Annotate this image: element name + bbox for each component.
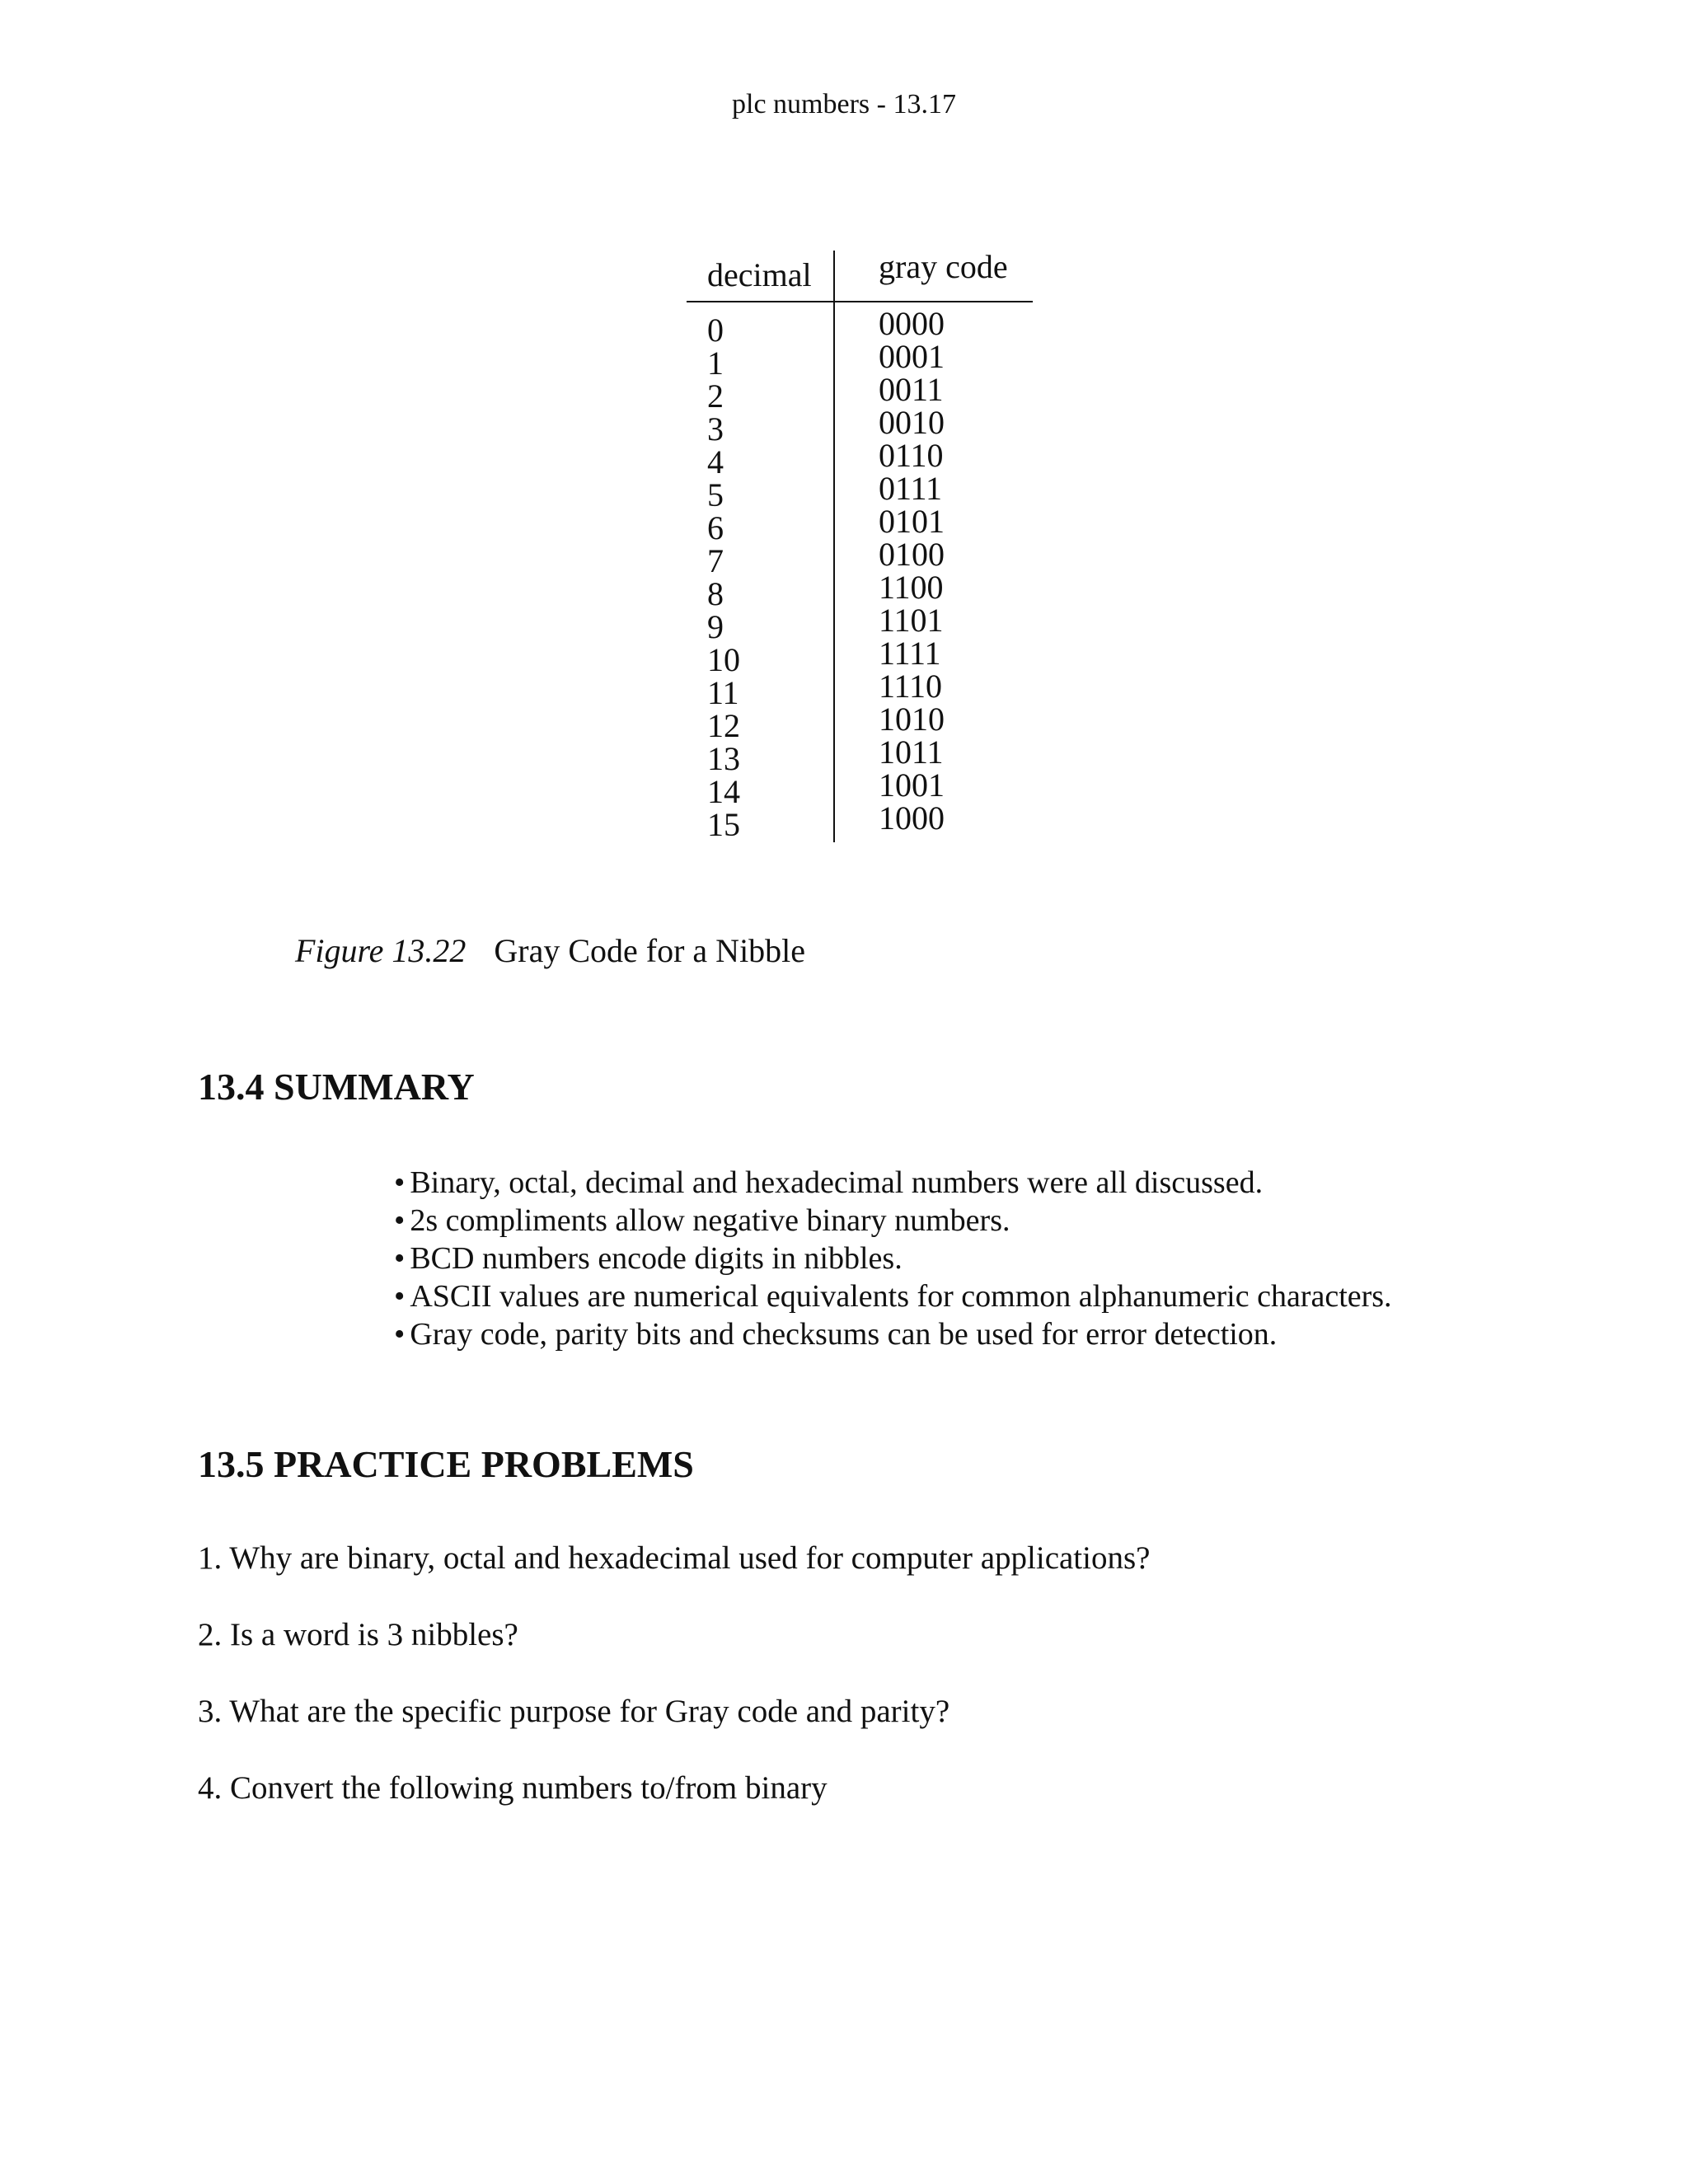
decimal-cell: 3 [707, 410, 724, 448]
bullet-icon: • [394, 1279, 406, 1314]
summary-item-text: ASCII values are numerical equivalents for common alphanumeric characters. [410, 1279, 1392, 1314]
figure-title: Gray Code for a Nibble [494, 932, 806, 969]
decimal-cell: 5 [707, 476, 724, 513]
decimal-column [707, 314, 740, 841]
header-divider [687, 301, 1033, 302]
summary-list [394, 1164, 1392, 1353]
decimal-cell: 11 [707, 674, 739, 711]
decimal-cell: 15 [707, 806, 740, 843]
gray-code-cell: 1011 [879, 733, 944, 771]
decimal-cell: 9 [707, 608, 724, 645]
decimal-cell: 12 [707, 707, 740, 744]
decimal-cell: 13 [707, 740, 740, 777]
decimal-cell: 14 [707, 773, 740, 810]
gray-code-cell: 1101 [879, 602, 944, 639]
summary-item-text: BCD numbers encode digits in nibbles. [410, 1241, 903, 1276]
gray-code-cell: 0101 [879, 503, 945, 540]
gray-code-column [879, 307, 945, 835]
summary-item-text: 2s compliments allow negative binary numbers. [410, 1203, 1010, 1238]
column-divider [833, 251, 835, 842]
summary-item-text: Gray code, parity bits and checksums can be used for error detection. [410, 1317, 1278, 1352]
summary-heading: 13.4 SUMMARY [198, 1066, 475, 1108]
practice-problem: 3. What are the specific purpose for Gray code and parity? [198, 1694, 950, 1729]
figure-number: Figure 13.22 [295, 932, 467, 969]
gray-code-cell: 1111 [879, 635, 941, 672]
column-header-decimal: decimal [707, 256, 812, 293]
figure-caption [295, 931, 805, 970]
practice-problems-heading: 13.5 PRACTICE PROBLEMS [198, 1443, 694, 1485]
decimal-cell: 0 [707, 312, 724, 349]
gray-code-cell: 1000 [879, 799, 945, 837]
summary-item [394, 1164, 1392, 1202]
gray-code-cell: 0001 [879, 338, 945, 375]
gray-code-cell: 1110 [879, 668, 943, 705]
decimal-cell: 6 [707, 509, 724, 546]
practice-problem: 4. Convert the following numbers to/from binary [198, 1770, 828, 1806]
bullet-icon: • [394, 1241, 406, 1276]
gray-code-table [687, 247, 1033, 845]
decimal-cell: 8 [707, 575, 724, 612]
summary-item-text: Binary, octal, decimal and hexadecimal numbers were all discussed. [410, 1165, 1264, 1200]
gray-code-cell: 0111 [879, 470, 943, 507]
gray-code-cell: 0100 [879, 536, 945, 573]
page-header: plc numbers - 13.17 [732, 89, 956, 120]
gray-code-cell: 0010 [879, 404, 945, 441]
summary-item [394, 1240, 1392, 1277]
practice-problem: 1. Why are binary, octal and hexadecimal used for computer applications? [198, 1540, 1151, 1576]
bullet-icon: • [394, 1165, 406, 1200]
practice-problem: 2. Is a word is 3 nibbles? [198, 1617, 518, 1652]
bullet-icon: • [394, 1317, 406, 1352]
gray-code-cell: 0110 [879, 437, 944, 474]
decimal-cell: 4 [707, 443, 724, 480]
decimal-cell: 7 [707, 542, 724, 579]
summary-item [394, 1315, 1392, 1353]
gray-code-cell: 0011 [879, 371, 944, 408]
gray-code-cell: 1010 [879, 701, 945, 738]
gray-code-cell: 1100 [879, 569, 944, 606]
decimal-cell: 2 [707, 377, 724, 415]
decimal-cell: 10 [707, 641, 740, 678]
practice-problems-list [198, 1540, 1150, 1846]
decimal-cell: 1 [707, 344, 724, 382]
column-header-gray-code: gray code [879, 248, 1008, 285]
gray-code-cell: 1001 [879, 766, 945, 804]
bullet-icon: • [394, 1203, 406, 1238]
summary-item [394, 1202, 1392, 1240]
summary-item [394, 1277, 1392, 1315]
gray-code-cell: 0000 [879, 305, 945, 342]
